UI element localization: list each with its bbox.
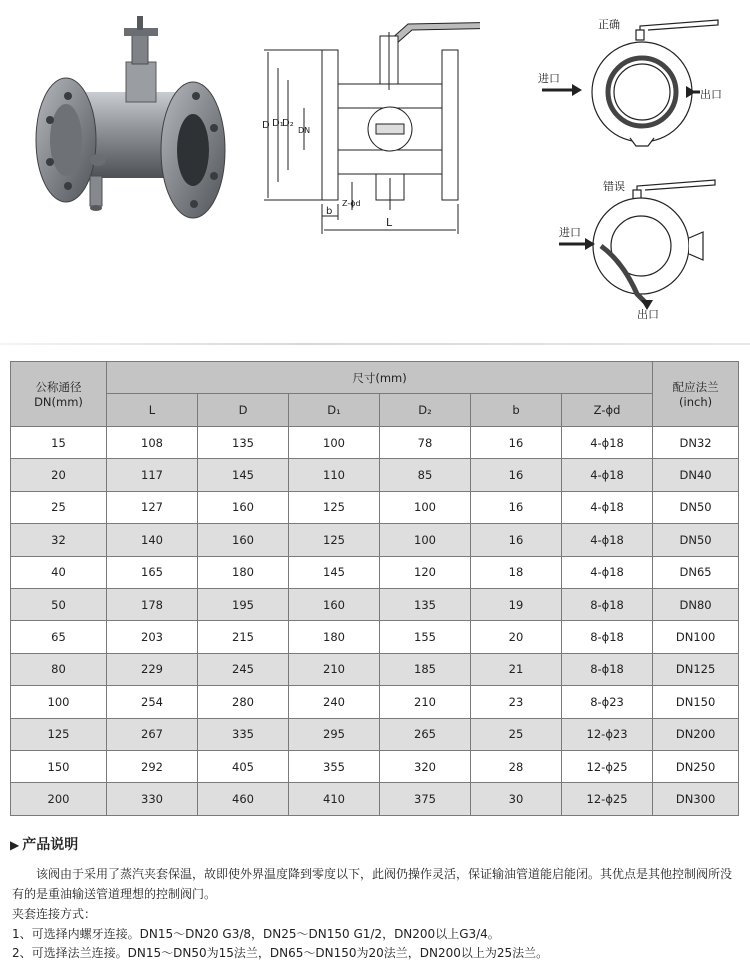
- table-cell: 8-ϕ23: [562, 686, 653, 718]
- connection-option-1: 1、可选择内螺牙连接。DN15～DN20 G3/8，DN25～DN150 G1/2，DN200以上G3/4。: [12, 927, 500, 941]
- table-cell: 135: [380, 588, 471, 620]
- table-cell: 100: [380, 491, 471, 523]
- table-cell: 254: [107, 686, 198, 718]
- dim-D1: D₁: [272, 118, 284, 129]
- table-cell: DN32: [653, 427, 739, 459]
- table-cell: 267: [107, 718, 198, 750]
- correct-label: 正确: [598, 18, 620, 31]
- table-cell: DN150: [653, 686, 739, 718]
- table-cell: 245: [198, 653, 289, 685]
- table-row: [11, 459, 739, 491]
- table-cell: DN65: [653, 556, 739, 588]
- table-cell: 12-ϕ25: [562, 750, 653, 782]
- table-row: [11, 783, 739, 815]
- table-cell: 185: [380, 653, 471, 685]
- header-flange-line1: 配应法兰: [672, 380, 719, 394]
- table-cell: 180: [198, 556, 289, 588]
- table-cell: 135: [198, 427, 289, 459]
- table-cell: 18: [471, 556, 562, 588]
- table-cell: 16: [471, 524, 562, 556]
- cross-section-drawing: [240, 10, 480, 240]
- inlet-label-correct: 进口: [538, 72, 560, 85]
- dim-D: D: [262, 120, 270, 131]
- table-cell: DN50: [653, 491, 739, 523]
- table-cell: 460: [198, 783, 289, 815]
- table-cell: 4-ϕ18: [562, 524, 653, 556]
- table-cell: 320: [380, 750, 471, 782]
- table-cell: 65: [11, 621, 107, 653]
- table-cell: 100: [380, 524, 471, 556]
- table-cell: 50: [11, 588, 107, 620]
- flow-diagram-correct: [528, 14, 733, 154]
- table-cell: 4-ϕ18: [562, 491, 653, 523]
- table-cell: 240: [289, 686, 380, 718]
- table-row: [11, 750, 739, 782]
- table-cell: 12-ϕ25: [562, 783, 653, 815]
- table-cell: DN125: [653, 653, 739, 685]
- table-cell: 8-ϕ18: [562, 588, 653, 620]
- header-dn: [11, 362, 107, 427]
- table-cell: 20: [471, 621, 562, 653]
- table-cell: 160: [198, 491, 289, 523]
- table-cell: 80: [11, 653, 107, 685]
- inlet-label-wrong: 进口: [559, 226, 581, 239]
- table-cell: 178: [107, 588, 198, 620]
- table-cell: 335: [198, 718, 289, 750]
- dim-L: L: [386, 216, 393, 229]
- header-dn-line2: DN(mm): [34, 395, 83, 409]
- table-cell: 4-ϕ18: [562, 459, 653, 491]
- dim-zd: Z-ϕd: [342, 199, 361, 208]
- table-cell: 210: [380, 686, 471, 718]
- table-row: [11, 588, 739, 620]
- table-cell: 229: [107, 653, 198, 685]
- table-cell: 20: [11, 459, 107, 491]
- table-cell: 85: [380, 459, 471, 491]
- table-cell: 21: [471, 653, 562, 685]
- table-cell: 117: [107, 459, 198, 491]
- triangle-bullet-icon: ▶: [10, 838, 20, 852]
- table-row: [11, 524, 739, 556]
- connection-option-2: 2、可选择法兰连接。DN15～DN50为15法兰，DN65～DN150为20法兰，DN200以上为25法兰。: [12, 946, 549, 960]
- table-row: [11, 556, 739, 588]
- table-cell: 4-ϕ18: [562, 556, 653, 588]
- table-cell: 100: [11, 686, 107, 718]
- table-cell: 12-ϕ23: [562, 718, 653, 750]
- table-cell: 8-ϕ18: [562, 653, 653, 685]
- table-cell: 140: [107, 524, 198, 556]
- dim-b: b: [326, 206, 333, 217]
- table-cell: 23: [471, 686, 562, 718]
- table-cell: 78: [380, 427, 471, 459]
- table-cell: 127: [107, 491, 198, 523]
- table-cell: 295: [289, 718, 380, 750]
- subheader-D1: D₁: [289, 394, 380, 427]
- table-row: [11, 621, 739, 653]
- table-cell: 203: [107, 621, 198, 653]
- dim-D2: D₂: [282, 118, 294, 129]
- table-cell: 28: [471, 750, 562, 782]
- table-cell: 375: [380, 783, 471, 815]
- subheader-b: b: [471, 394, 562, 427]
- outlet-label-correct: 出口: [700, 88, 722, 101]
- table-cell: 25: [11, 491, 107, 523]
- table-row: [11, 427, 739, 459]
- table-cell: 4-ϕ18: [562, 427, 653, 459]
- header-flange: [653, 362, 739, 427]
- table-cell: 195: [198, 588, 289, 620]
- table-cell: 100: [289, 427, 380, 459]
- table-cell: DN100: [653, 621, 739, 653]
- subheader-D2: D₂: [380, 394, 471, 427]
- table-cell: 150: [11, 750, 107, 782]
- table-cell: 120: [380, 556, 471, 588]
- table-cell: 160: [198, 524, 289, 556]
- subheader-D: D: [198, 394, 289, 427]
- table-cell: 125: [11, 718, 107, 750]
- table-cell: DN250: [653, 750, 739, 782]
- table-cell: 405: [198, 750, 289, 782]
- table-cell: 292: [107, 750, 198, 782]
- table-cell: 8-ϕ18: [562, 621, 653, 653]
- jacket-connection-heading: 夹套连接方式：: [12, 907, 97, 921]
- table-cell: 200: [11, 783, 107, 815]
- table-cell: 16: [471, 491, 562, 523]
- table-cell: DN50: [653, 524, 739, 556]
- table-row: [11, 491, 739, 523]
- table-cell: 160: [289, 588, 380, 620]
- valve-photo: [28, 10, 230, 228]
- header-size: 尺寸(mm): [107, 362, 653, 394]
- section-divider: [0, 343, 750, 345]
- table-cell: 265: [380, 718, 471, 750]
- table-cell: 125: [289, 524, 380, 556]
- dim-DN: DN: [298, 126, 311, 135]
- outlet-label-wrong: 出口: [637, 308, 659, 321]
- table-cell: 155: [380, 621, 471, 653]
- table-cell: 32: [11, 524, 107, 556]
- table-cell: 16: [471, 459, 562, 491]
- table-cell: DN300: [653, 783, 739, 815]
- table-cell: 16: [471, 427, 562, 459]
- table-row: [11, 718, 739, 750]
- subheader-zd: Z-ϕd: [562, 394, 653, 427]
- flow-diagram-wrong: [545, 176, 733, 321]
- table-cell: 145: [198, 459, 289, 491]
- table-cell: 108: [107, 427, 198, 459]
- table-cell: 210: [289, 653, 380, 685]
- description-title-text: 产品说明: [22, 837, 79, 853]
- table-row: [11, 653, 739, 685]
- header-flange-line2: (inch): [679, 395, 713, 409]
- table-cell: 330: [107, 783, 198, 815]
- table-row: [11, 686, 739, 718]
- table-cell: DN200: [653, 718, 739, 750]
- table-cell: 30: [471, 783, 562, 815]
- wrong-label: 错误: [603, 180, 625, 193]
- table-cell: DN40: [653, 459, 739, 491]
- table-cell: 40: [11, 556, 107, 588]
- table-cell: 215: [198, 621, 289, 653]
- table-cell: 25: [471, 718, 562, 750]
- header-dn-line1: 公称通径: [35, 380, 82, 394]
- table-cell: 19: [471, 588, 562, 620]
- description-paragraph: 该阀由于采用了蒸汽夹套保温，故即使外界温度降到零度以下，此阀仍操作灵活，保证输油管道能启能闭。其优点是其他控制阀所没有的是重油输送管道理想的控制阀门。: [12, 867, 733, 901]
- table-cell: DN80: [653, 588, 739, 620]
- subheader-L: L: [107, 394, 198, 427]
- table-cell: 280: [198, 686, 289, 718]
- table-cell: 145: [289, 556, 380, 588]
- table-cell: 180: [289, 621, 380, 653]
- table-cell: 15: [11, 427, 107, 459]
- table-cell: 125: [289, 491, 380, 523]
- description-title: [10, 834, 78, 854]
- dimension-table: [10, 361, 739, 816]
- table-cell: 110: [289, 459, 380, 491]
- table-cell: 410: [289, 783, 380, 815]
- table-cell: 355: [289, 750, 380, 782]
- table-cell: 165: [107, 556, 198, 588]
